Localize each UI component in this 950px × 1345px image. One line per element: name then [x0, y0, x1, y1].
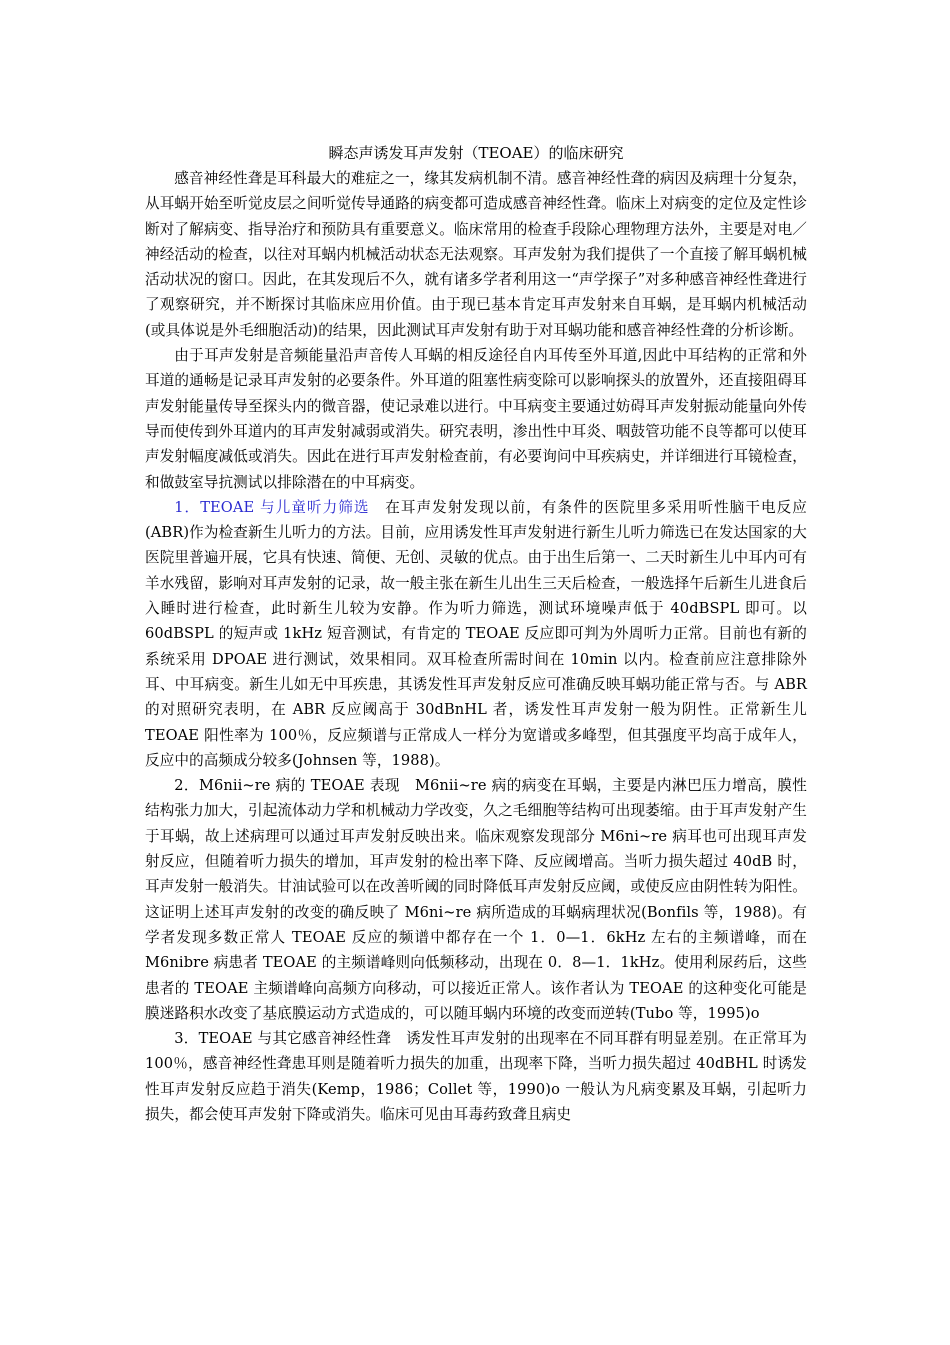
section-heading-teoae-hearing-screening: 1．TEOAE 与儿童听力筛选 [174, 498, 370, 516]
document-page [145, 140, 807, 1127]
paragraph-section-1 [145, 495, 807, 773]
paragraph-text: 由于耳声发射是音频能量沿声音传人耳蜗的相反途径自内耳传至外耳道,因此中耳结构的正常和外耳道的通畅是记录耳声发射的必要条件。外耳道的阻塞性病变除可以影响探头的放置外，还直接阻碍耳声发射能量传导至探头内的微音器，使记录难以进行。中耳病变主要通过妨碍耳声发射振动能量向外传导而使传到外耳道内的耳声发射减弱或消失。研究表明，渗出性中耳炎、咽鼓管功能不良等都可以使耳声发射幅度减低或消失。因此在进行耳声发射检查前，有必要询问中耳疾病史，并详细进行耳镜检查，和做鼓室导抗测试以排除潜在的中耳病变。 [145, 347, 807, 491]
paragraph-text: 感音神经性聋是耳科最大的难症之一，缘其发病机制不清。感音神经性聋的病因及病理十分复杂，从耳蜗开始至听觉皮层之间听觉传导通路的病变都可造成感音神经性聋。临床上对病变的定位及定性诊断对了解病变、指导治疗和预防具有重要意义。临床常用的检查手段除心理物理方法外，主要是对电／神经活动的检查，以往对耳蜗内机械活动状态无法观察。耳声发射为我们提供了一个直接了解耳蜗机械活动状况的窗口。因此，在其发现后不久，就有诸多学者利用这一“声学探子”对多种感音神经性聋进行了观察研究，并不断探讨其临床应用价值。由于现已基本肯定耳声发射来自耳蜗，是耳蜗内机械活动(或具体说是外毛细胞活动)的结果，因此测试耳声发射有助于对耳蜗功能和感音神经性聋的分析诊断。 [145, 170, 807, 339]
paragraph-section-3 [145, 1026, 807, 1127]
paragraph-text: 3．TEOAE 与其它感音神经性聋 诱发性耳声发射的出现率在不同耳群有明显差别。在正常耳为 100％，感音神经性聋患耳则是随着听力损失的加重，出现率下降，当听力损失超过 40dBHL 时诱发性耳声发射反应趋于消失(Kemp，1986；Collet 等，1990)o 一般认为凡病变累及耳蜗，引起听力损失，都会使耳声发射下降或消失。临床可见由耳毒药致聋且病史 [145, 1030, 807, 1123]
paragraph-intro-1 [145, 166, 807, 343]
paragraph-section-2 [145, 773, 807, 1026]
paragraph-text: 2．M6nii~re 病的 TEOAE 表现 M6nii~re 病的病变在耳蜗，主要是内淋巴压力增高，膜性结构张力加大，引起流体动力学和机械动力学改变，久之毛细胞等结构可出现萎缩。由于耳声发射产生于耳蜗，故上述病理可以通过耳声发射反映出来。临床观察发现部分 M6ni~re 病耳也可出现耳声发射反应，但随着听力损失的增加，耳声发射的检出率下降、反应阈增高。当听力损失超过 40dB 时，耳声发射一般消失。甘油试验可以在改善听阈的同时降低耳声发射反应阈，或使反应由阴性转为阳性。这证明上述耳声发射的改变的确反映了 M6ni~re 病所造成的耳蜗病理状况(Bonfils 等，1988)。有学者发现多数正常人 TEOAE 反应的频谱中都存在一个 1．0—1．6kHz 左右的主频谱峰，而在 M6nibre 病患者 TEOAE 的主频谱峰则向低频移动，出现在 0．8—1．1kHz。使用利尿药后，这些患者的 TEOAE 主频谱峰向高频方向移动，可以接近正常人。该作者认为 TEOAE 的这种变化可能是膜迷路积水改变了基底膜运动方式造成的，可以随耳蜗内环境的改变而逆转(Tubo 等，1995)o [145, 777, 807, 1022]
paragraph-intro-2 [145, 343, 807, 495]
paragraph-text: 在耳声发射发现以前，有条件的医院里多采用听性脑干电反应(ABR)作为检查新生儿听力的方法。目前，应用诱发性耳声发射进行新生儿听力筛选已在发达国家的大医院里普遍开展，它具有快速、简便、无创、灵敏的优点。由于出生后第一、二天时新生儿中耳内可有羊水残留，影响对耳声发射的记录，故一般主张在新生儿出生三天后检查，一般选择午后新生儿进食后入睡时进行检查，此时新生儿较为安静。作为听力筛选，测试环境噪声低于 40dBSPL 即可。以 60dBSPL 的短声或 1kHz 短音测试，有肯定的 TEOAE 反应即可判为外周听力正常。目前也有新的系统采用 DPOAE 进行测试，效果相同。双耳检查所需时间在 10min 以内。检查前应注意排除外耳、中耳病变。新生儿如无中耳疾患，其诱发性耳声发射反应可准确反映耳蜗功能正常与否。与 ABR 的对照研究表明，在 ABR 反应阈高于 30dBnHL 者，诱发性耳声发射一般为阴性。正常新生儿 TEOAE 阳性率为 100％，反应频谱与正常成人一样分为宽谱或多峰型，但其强度平均高于成年人，反应中的高频成分较多(Johnsen 等，1988)。 [145, 498, 807, 769]
document-title: 瞬态声诱发耳声发射（TEOAE）的临床研究 [328, 144, 624, 162]
